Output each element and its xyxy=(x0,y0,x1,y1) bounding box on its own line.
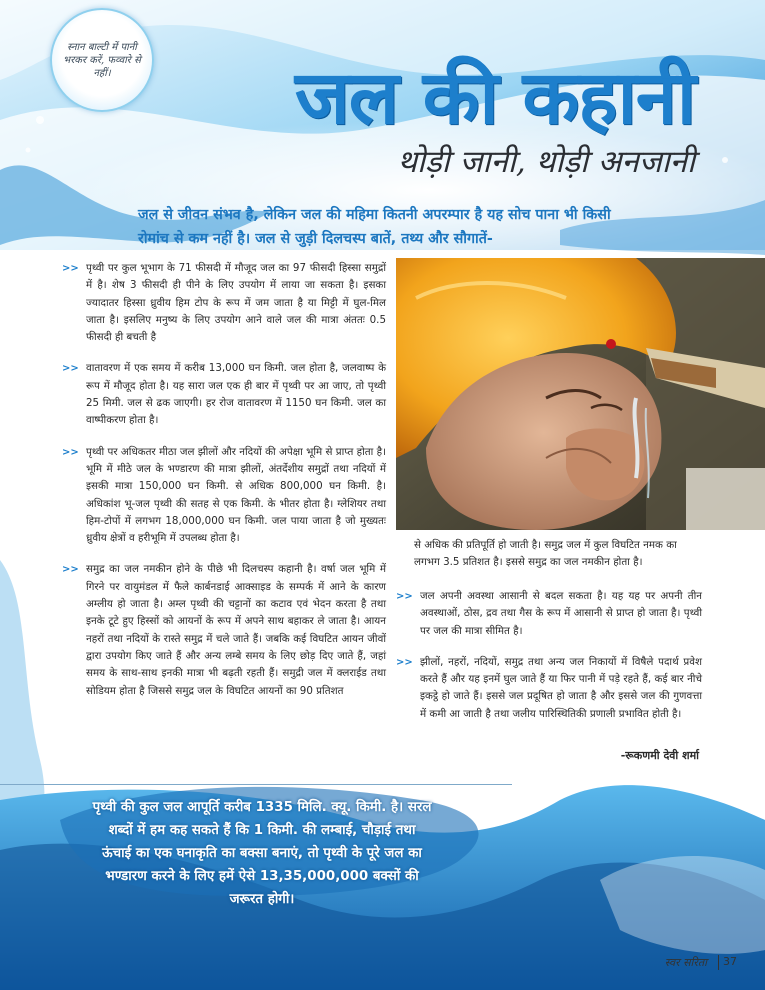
intro-text: जल से जीवन संभव है, लेकिन जल की महिमा कितनी अपरम्पार है यह सोच पाना भी किसी रोमांच से कम नहीं है। जल से जुड़ी दिलचस्प बातें, तथ्य और सौगातें- xyxy=(138,207,611,247)
author-credit: -रूकणमी देवी शर्मा xyxy=(620,749,699,762)
page-subtitle: थोड़ी जानी, थोड़ी अनजानी xyxy=(397,144,695,180)
highlight-fact: पृथ्वी की कुल जल आपूर्ति करीब 1335 मिलि. क्यू. किमी. है। सरल शब्दों में हम कह सकते हैं कि 1 किमी. की लम्बाई, चौड़ाई तथा ऊंचाई का एक घनाकृति का बक्सा बनाएं, तो पृथ्वी के पूरे जल का भण्डारण करने के लिए हमें ऐसे 13,35,000,000 बक्सों की जरूरत होगी। xyxy=(92,800,432,907)
fact-text: जल अपनी अवस्था आसानी से बदल सकता है। यह यह पर अपनी तीन अवस्थाओं, ठोस, द्रव तथा गैस के रूप में आसानी से प्राप्त हो जाता है। पृथ्वी पर जल की मात्रा सीमित है। xyxy=(420,590,702,637)
magazine-name: स्वर सरिता xyxy=(664,956,707,969)
bullet-marker-icon: >> xyxy=(62,363,79,375)
fact-item xyxy=(396,588,702,640)
divider xyxy=(0,784,512,785)
bullet-marker-icon: >> xyxy=(62,564,79,576)
fact-item xyxy=(396,654,702,723)
tip-text: स्नान बाल्टी में पानी भरकर करें, फव्वारे से नहीं। xyxy=(63,41,141,79)
bullet-marker-icon: >> xyxy=(396,591,413,602)
left-column xyxy=(62,260,386,714)
fact-item xyxy=(62,444,386,548)
fact-item xyxy=(62,360,386,429)
fact-item xyxy=(62,260,386,346)
page-number: 37 xyxy=(723,955,737,968)
right-column xyxy=(396,588,702,737)
bullet-marker-icon: >> xyxy=(396,656,413,668)
page-title: जल की कहानी xyxy=(294,55,695,141)
woman-drinking-water-photo xyxy=(396,258,765,530)
fact-text: झीलों, नहरों, नदियों, समुद्र तथा अन्य जल निकायों में विषैले पदार्थ प्रवेश करते हैं और यह इनमें घुल जाते हैं या फिर पानी में पड़े रहते हैं, कई बार नीचे इकट्ठे हो जाते हैं। इससे जल प्रदूषित हो जाता है और इससे जल की गुणवत्ता में कमी आ जाती है तथा जलीय पारिस्थितिकी प्रणाली प्रभावित होती है। xyxy=(420,655,702,720)
fact-text: समुद्र का जल नमकीन होने के पीछे भी दिलचस्प कहानी है। वर्षा जल भूमि में गिरने पर वायुमंडल में फैले कार्बनडाई आक्साइड के सम्पर्क में आने के कारण अम्लीय हो जाता है। अम्ल पृथ्वी की चट्टानों का कटाव एवं भेदन करता है तथा इनके टूटे हुए हिस्सों को आयनों के रूप में अपने साथ बहाकर ले जाता है। आयन नहरों तथा नदियों के रास्ते समुद्र में चले जाते हैं। जबकि कई विघटित आयन जीवों द्वारा उपयोग किए जाते हैं और अन्य लम्बे समय के लिए छोड़ दिए जाते हैं, जहां समय के साथ-साथ इनकी मात्रा भी बढ़ती रहती हैं। समुद्री जल में क्लराईड तथा सोडियम होता है जिससे समुद्र जल के विघटित आयनों का 90 प्रतिशत xyxy=(86,563,386,697)
bullet-marker-icon: >> xyxy=(62,446,79,458)
footer-divider xyxy=(718,955,719,970)
continued-text: से अधिक की प्रतिपूर्ति हो जाती है। समुद्र जल में कुल विघटित नमक का लगभग 3.5 प्रतिशत है। इससे समुद्र का जल नमकीन होता है। xyxy=(414,539,677,569)
fact-text: पृथ्वी पर कुल भूभाग के 71 फीसदी में मौजूद जल का 97 फीसदी हिस्सा समुद्रों में है। शेष 3 फीसदी ही पीने के लिए उपयोग में लाया जा सकता है। इसका ज्यादातर हिस्सा ध्रुवीय हिम टोप के रूप में जम जाता है या मिट्टी में घुल-मिल जाता है। इसलिए मनुष्य के लिए उपयोग आने वाले जल की मात्रा अंततः 0.5 फीसदी ही बचती है xyxy=(86,262,386,344)
fact-text: वातावरण में एक समय में करीब 13,000 घन किमी. जल होता है, जलवाष्प के रूप में मौजूद होता है। यह सारा जल एक ही बार में पृथ्वी पर आ जाए, तो पृथ्वी 25 मिमी. जल से ढक जाएगी। हर रोज वातावरण में 1150 घन किमी. जल का वाष्पीकरण होता है। xyxy=(86,362,386,427)
tip-bubble xyxy=(50,8,154,112)
fact-text: पृथ्वी पर अधिकतर मीठा जल झीलों और नदियों की अपेक्षा भूमि से प्राप्त होता है। भूमि में मीठे जल के भण्डारण की मात्रा झीलों, अंतर्देशीय समुद्रों तथा नदियों में इसकी मात्रा 150,000 घन किमी. से अधिक 800,000 घन किमी. है। अधिकांश भू-जल पृथ्वी की सतह से एक किमी. के भीतर होता है। ग्लेशियर तथा हिम-टोपों में लगभग 18,000,000 घन किमी. जल पाया जाता है जो मुख्यतः ध्रुवीय क्षेत्रों व हरीभूमि में उपलब्ध होता है। xyxy=(86,445,386,545)
bullet-marker-icon: >> xyxy=(62,263,79,274)
fact-item xyxy=(62,561,386,699)
